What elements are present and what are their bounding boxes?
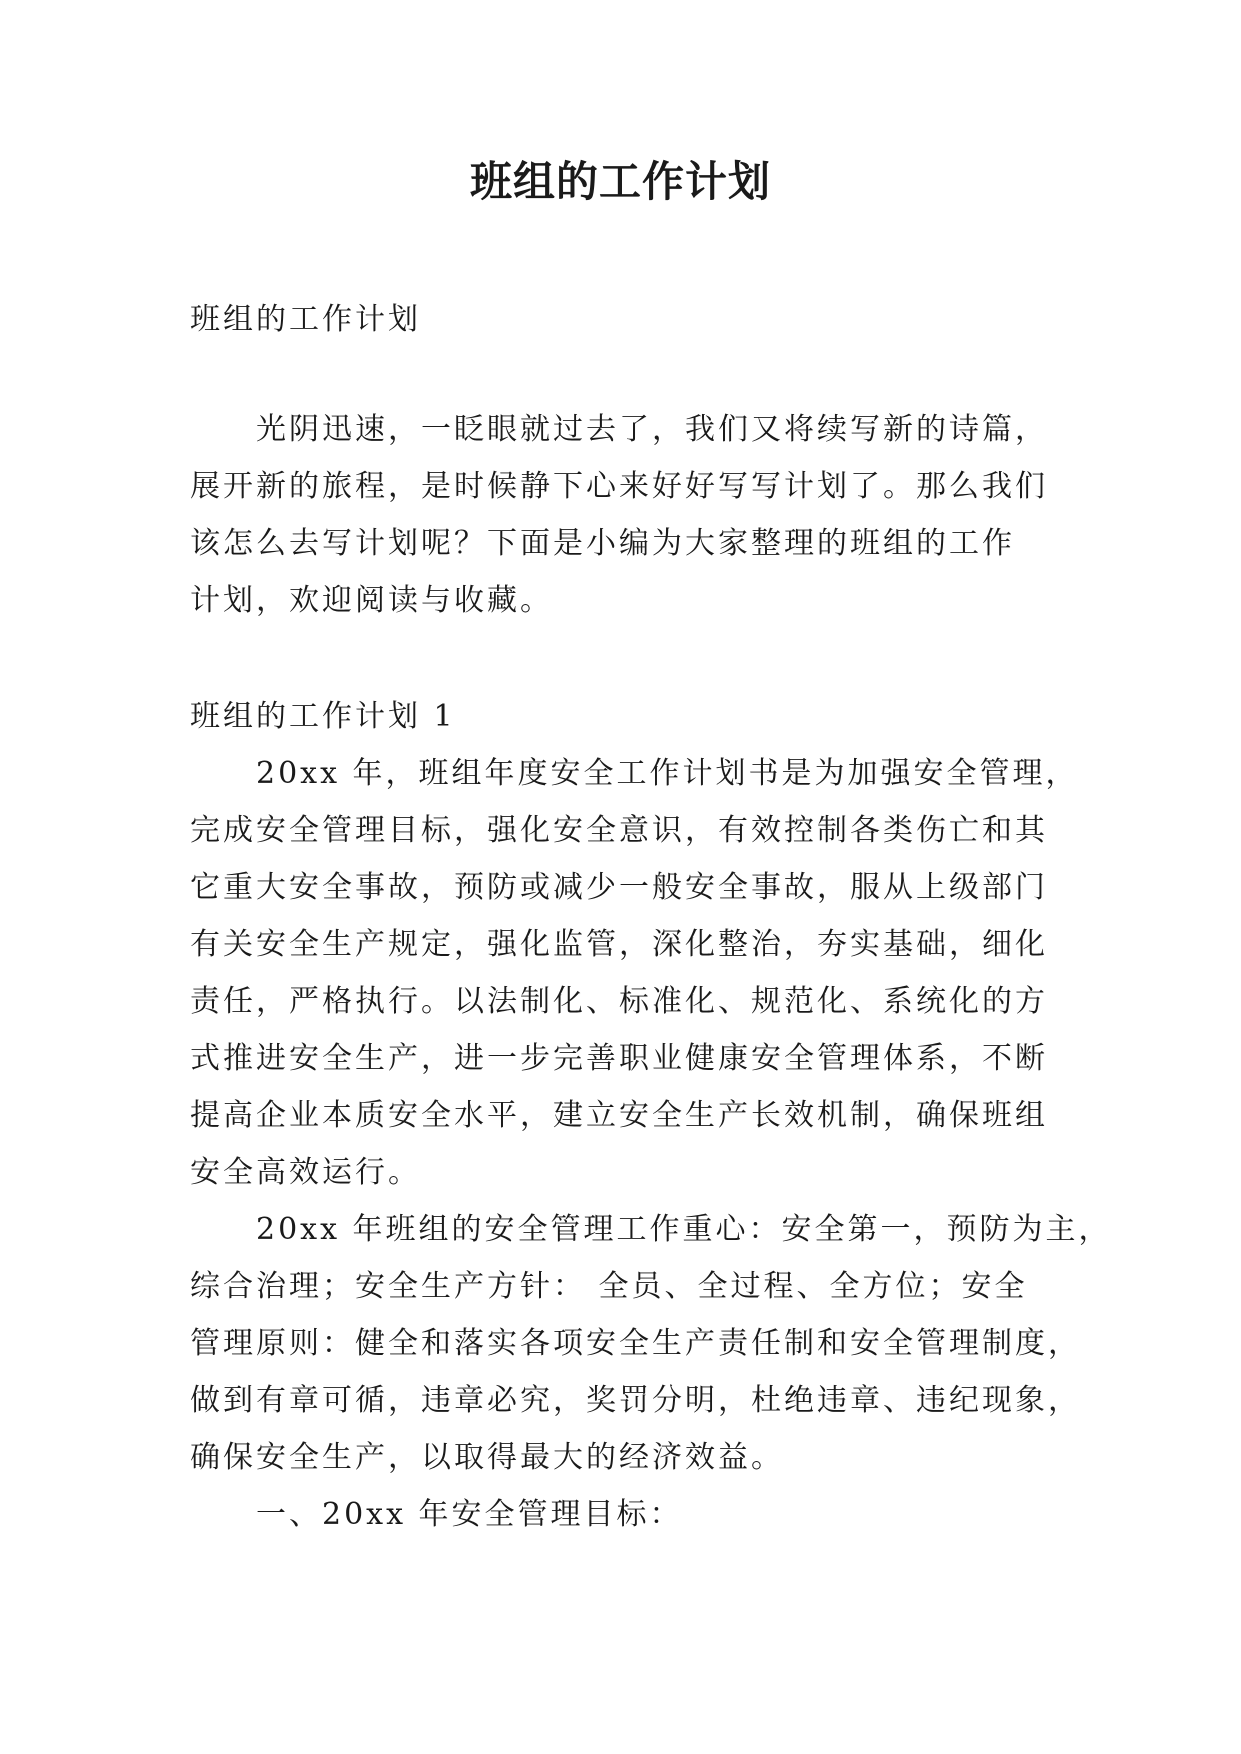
intro-line-3: 该怎么去写计划呢？下面是小编为大家整理的班组的工作 xyxy=(190,526,1015,561)
body-line-6: 式推进安全生产，进一步完善职业健康安全管理体系，不断 xyxy=(190,1041,1048,1076)
section-heading-1: 班组的工作计划 1 xyxy=(190,699,456,734)
body-line-1: 20xx 年，班组年度安全工作计划书是为加强安全管理， xyxy=(256,756,1079,791)
body-line-10: 综合治理；安全生产方针： 全员、全过程、全方位；安全 xyxy=(190,1269,1028,1304)
body-line-7: 提高企业本质安全水平，建立安全生产长效机制，确保班组 xyxy=(190,1098,1048,1133)
subtitle-line: 班组的工作计划 xyxy=(190,302,421,337)
intro-line-2: 展开新的旅程，是时候静下心来好好写写计划了。那么我们 xyxy=(190,469,1048,504)
intro-line-1: 光阴迅速，一眨眼就过去了，我们又将续写新的诗篇， xyxy=(256,412,1048,447)
body-line-4: 有关安全生产规定，强化监管，深化整治，夯实基础，细化 xyxy=(190,927,1048,962)
body-line-2: 完成安全管理目标，强化安全意识，有效控制各类伤亡和其 xyxy=(190,813,1048,848)
sub-heading-1: 一、20xx 年安全管理目标： xyxy=(256,1497,683,1532)
intro-line-4: 计划，欢迎阅读与收藏。 xyxy=(190,583,553,618)
body-line-11: 管理原则：健全和落实各项安全生产责任制和安全管理制度， xyxy=(190,1326,1081,1361)
body-line-3: 它重大安全事故，预防或减少一般安全事故，服从上级部门 xyxy=(190,870,1048,905)
body-line-12: 做到有章可循，违章必究，奖罚分明，杜绝违章、违纪现象， xyxy=(190,1383,1081,1418)
body-line-9: 20xx 年班组的安全管理工作重心：安全第一，预防为主， xyxy=(256,1212,1112,1247)
body-line-13: 确保安全生产，以取得最大的经济效益。 xyxy=(190,1440,784,1475)
body-line-5: 责任，严格执行。以法制化、标准化、规范化、系统化的方 xyxy=(190,984,1048,1019)
body-line-8: 安全高效运行。 xyxy=(190,1155,421,1190)
document-title: 班组的工作计划 xyxy=(469,157,771,206)
